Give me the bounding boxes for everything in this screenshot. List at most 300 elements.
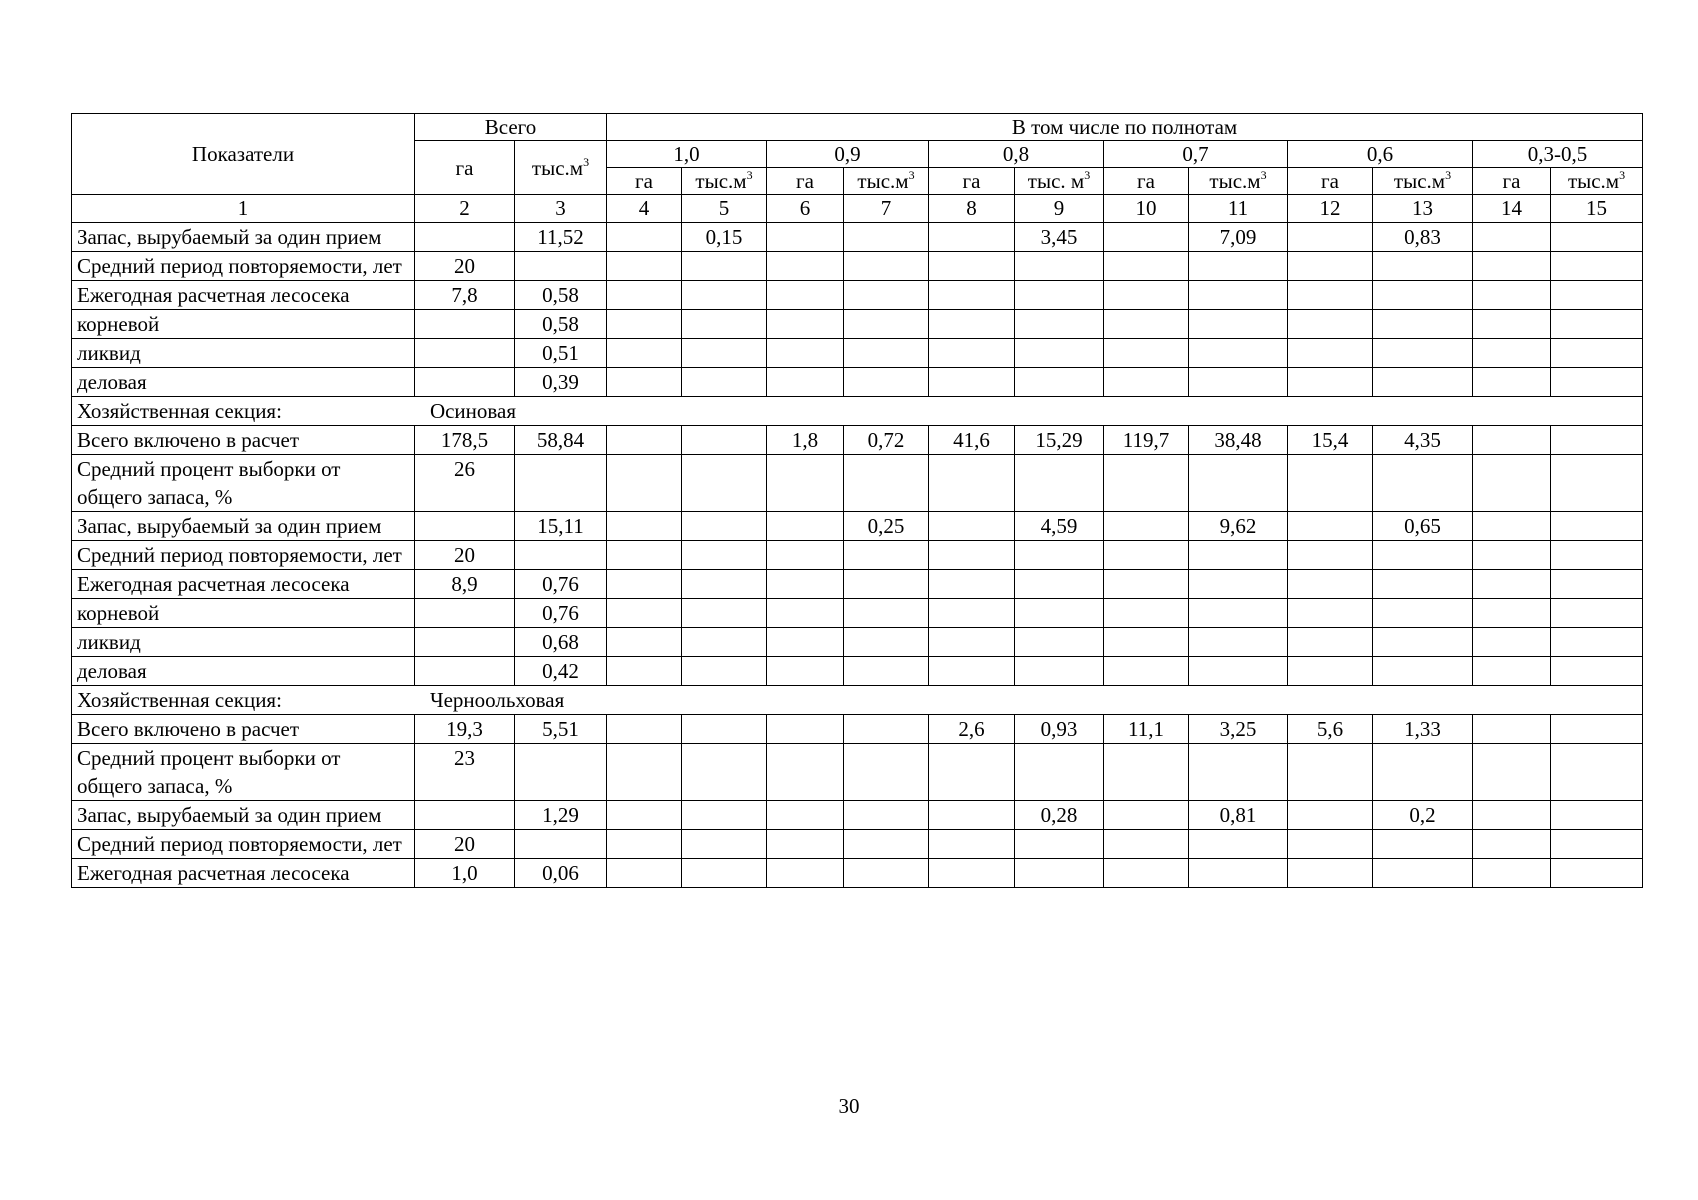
table-cell bbox=[1104, 512, 1189, 541]
table-cell bbox=[1104, 339, 1189, 368]
table-cell bbox=[1373, 281, 1473, 310]
table-cell bbox=[1373, 541, 1473, 570]
table-cell bbox=[1373, 570, 1473, 599]
table-cell bbox=[515, 744, 607, 801]
table-cell bbox=[767, 512, 844, 541]
row-label: корневой bbox=[72, 310, 415, 339]
section-row bbox=[72, 686, 1643, 715]
table-cell bbox=[1104, 223, 1189, 252]
table-cell bbox=[767, 744, 844, 801]
table-cell bbox=[1189, 339, 1288, 368]
unit-sup: 3 bbox=[1260, 168, 1267, 182]
table-cell bbox=[1104, 744, 1189, 801]
table-cell bbox=[1551, 830, 1643, 859]
table-cell: 9,62 bbox=[1189, 512, 1288, 541]
table-cell bbox=[682, 368, 767, 397]
table-cell bbox=[929, 541, 1015, 570]
table-cell bbox=[929, 657, 1015, 686]
table-cell bbox=[767, 859, 844, 888]
column-number: 1 bbox=[72, 195, 415, 223]
table-cell bbox=[1373, 368, 1473, 397]
table-cell bbox=[1551, 541, 1643, 570]
table-cell: 0,58 bbox=[515, 281, 607, 310]
table-cell bbox=[929, 744, 1015, 801]
section-row bbox=[72, 397, 1643, 426]
table-cell bbox=[607, 628, 682, 657]
table-cell bbox=[607, 339, 682, 368]
table-cell bbox=[415, 310, 515, 339]
by-density-header: В том числе по полнотам bbox=[607, 114, 1643, 141]
table-cell bbox=[1473, 859, 1551, 888]
indicators-header: Показатели bbox=[72, 114, 415, 195]
table-cell bbox=[607, 570, 682, 599]
table-row bbox=[72, 599, 1643, 628]
row-label: ликвид bbox=[72, 339, 415, 368]
row-label: Всего включено в расчет bbox=[72, 715, 415, 744]
table-cell bbox=[1104, 541, 1189, 570]
column-number: 5 bbox=[682, 195, 767, 223]
table-cell: 2,6 bbox=[929, 715, 1015, 744]
table-row bbox=[72, 541, 1643, 570]
row-label: Запас, вырубаемый за один прием bbox=[72, 223, 415, 252]
table-cell bbox=[1104, 310, 1189, 339]
table-cell: 41,6 bbox=[929, 426, 1015, 455]
table-cell bbox=[415, 657, 515, 686]
table-cell bbox=[767, 310, 844, 339]
table-cell bbox=[607, 744, 682, 801]
table-cell bbox=[929, 281, 1015, 310]
table-row bbox=[72, 310, 1643, 339]
table-cell bbox=[515, 455, 607, 512]
table-cell bbox=[1473, 252, 1551, 281]
table-cell bbox=[1373, 310, 1473, 339]
density-header: 0,8 bbox=[929, 141, 1104, 168]
table-cell bbox=[607, 281, 682, 310]
unit-ha-header: га bbox=[929, 168, 1015, 195]
unit-vol-header bbox=[844, 168, 929, 195]
table-cell bbox=[1189, 310, 1288, 339]
unit-label: тыс.м bbox=[1209, 169, 1261, 193]
table-cell: 26 bbox=[415, 455, 515, 512]
unit-ha-header: га bbox=[1473, 168, 1551, 195]
table-cell bbox=[415, 801, 515, 830]
table-cell: 38,48 bbox=[1189, 426, 1288, 455]
row-label: Ежегодная расчетная лесосека bbox=[72, 859, 415, 888]
table-cell bbox=[682, 715, 767, 744]
density-header: 0,7 bbox=[1104, 141, 1288, 168]
table-cell bbox=[682, 281, 767, 310]
unit-sup: 3 bbox=[583, 154, 590, 169]
row-label: ликвид bbox=[72, 628, 415, 657]
table-cell: 1,29 bbox=[515, 801, 607, 830]
unit-sup: 3 bbox=[1084, 168, 1091, 182]
table-cell bbox=[1015, 859, 1104, 888]
unit-vol-header bbox=[1015, 168, 1104, 195]
table-cell bbox=[1551, 368, 1643, 397]
unit-ha-header: га bbox=[607, 168, 682, 195]
table-cell bbox=[607, 455, 682, 512]
table-cell bbox=[607, 541, 682, 570]
table-cell bbox=[1288, 570, 1373, 599]
table-cell bbox=[607, 368, 682, 397]
table-cell bbox=[1551, 599, 1643, 628]
table-cell bbox=[844, 628, 929, 657]
table-cell: 7,8 bbox=[415, 281, 515, 310]
table-cell bbox=[1104, 599, 1189, 628]
table-cell bbox=[607, 223, 682, 252]
row-label: Всего включено в расчет bbox=[72, 426, 415, 455]
table-cell bbox=[682, 426, 767, 455]
section-cell bbox=[72, 397, 1643, 426]
section-name: Черноольховая bbox=[429, 688, 565, 712]
table-cell bbox=[844, 830, 929, 859]
table-cell bbox=[607, 859, 682, 888]
table-cell bbox=[1015, 599, 1104, 628]
table-cell bbox=[929, 512, 1015, 541]
table-cell: 0,42 bbox=[515, 657, 607, 686]
unit-ha-header: га bbox=[767, 168, 844, 195]
row-label: Средний период повторяемости, лет bbox=[72, 541, 415, 570]
table-cell bbox=[844, 744, 929, 801]
table-cell: 1,8 bbox=[767, 426, 844, 455]
column-number: 11 bbox=[1189, 195, 1288, 223]
table-cell: 0,15 bbox=[682, 223, 767, 252]
row-label: Запас, вырубаемый за один прием bbox=[72, 801, 415, 830]
table-cell bbox=[1189, 599, 1288, 628]
table-cell bbox=[929, 223, 1015, 252]
section-label: Хозяйственная секция: bbox=[77, 399, 282, 423]
table-cell bbox=[844, 252, 929, 281]
table-cell bbox=[929, 599, 1015, 628]
table-cell bbox=[844, 599, 929, 628]
table-cell bbox=[1189, 281, 1288, 310]
table-cell bbox=[767, 801, 844, 830]
table-cell bbox=[1189, 830, 1288, 859]
table-cell bbox=[844, 541, 929, 570]
table-cell: 0,72 bbox=[844, 426, 929, 455]
table-cell bbox=[767, 628, 844, 657]
table-cell bbox=[682, 252, 767, 281]
unit-sup: 3 bbox=[746, 168, 753, 182]
table-cell bbox=[1473, 310, 1551, 339]
section-label: Хозяйственная секция: bbox=[77, 688, 282, 712]
table-cell: 0,06 bbox=[515, 859, 607, 888]
table-cell bbox=[1373, 744, 1473, 801]
table-cell bbox=[1189, 744, 1288, 801]
table-cell: 0,58 bbox=[515, 310, 607, 339]
total-vol-header bbox=[515, 141, 607, 195]
table-cell bbox=[1288, 223, 1373, 252]
table-cell bbox=[682, 628, 767, 657]
table-cell bbox=[767, 570, 844, 599]
table-cell bbox=[767, 368, 844, 397]
table-cell bbox=[1189, 455, 1288, 512]
table-cell bbox=[1473, 830, 1551, 859]
table-cell bbox=[1551, 512, 1643, 541]
unit-vol-header bbox=[682, 168, 767, 195]
section-cell bbox=[72, 686, 1643, 715]
table-cell bbox=[1189, 628, 1288, 657]
table-cell bbox=[1373, 599, 1473, 628]
table-cell bbox=[844, 859, 929, 888]
table-cell bbox=[1473, 657, 1551, 686]
table-cell bbox=[1104, 830, 1189, 859]
table-cell bbox=[844, 570, 929, 599]
table-cell bbox=[1473, 455, 1551, 512]
table-cell bbox=[1551, 744, 1643, 801]
table-cell bbox=[1551, 339, 1643, 368]
column-number: 4 bbox=[607, 195, 682, 223]
table-cell bbox=[682, 801, 767, 830]
table-cell bbox=[929, 310, 1015, 339]
table-cell bbox=[607, 801, 682, 830]
table-cell: 0,93 bbox=[1015, 715, 1104, 744]
forest-table bbox=[71, 113, 1643, 888]
table-cell bbox=[1473, 512, 1551, 541]
table-cell bbox=[929, 830, 1015, 859]
table-row bbox=[72, 252, 1643, 281]
table-cell bbox=[1473, 339, 1551, 368]
table-cell bbox=[1189, 368, 1288, 397]
table-cell bbox=[844, 339, 929, 368]
table-cell bbox=[1551, 252, 1643, 281]
table-cell bbox=[1551, 801, 1643, 830]
table-cell: 178,5 bbox=[415, 426, 515, 455]
table-cell: 20 bbox=[415, 541, 515, 570]
table-row bbox=[72, 512, 1643, 541]
table-row bbox=[72, 801, 1643, 830]
table-cell bbox=[1288, 830, 1373, 859]
table-cell: 20 bbox=[415, 252, 515, 281]
table-cell bbox=[607, 715, 682, 744]
table-cell bbox=[607, 830, 682, 859]
column-number: 8 bbox=[929, 195, 1015, 223]
table-cell bbox=[1373, 339, 1473, 368]
table-row bbox=[72, 339, 1643, 368]
row-label: Ежегодная расчетная лесосека bbox=[72, 570, 415, 599]
column-number: 7 bbox=[844, 195, 929, 223]
table-cell bbox=[1015, 657, 1104, 686]
table-cell bbox=[1473, 715, 1551, 744]
table-cell bbox=[1288, 657, 1373, 686]
table-cell bbox=[1288, 599, 1373, 628]
table-cell bbox=[1189, 252, 1288, 281]
table-cell bbox=[1373, 455, 1473, 512]
table-cell: 0,68 bbox=[515, 628, 607, 657]
table-cell bbox=[1473, 426, 1551, 455]
table-cell bbox=[1189, 859, 1288, 888]
column-number: 15 bbox=[1551, 195, 1643, 223]
table-cell bbox=[682, 859, 767, 888]
table-cell bbox=[767, 455, 844, 512]
table-row bbox=[72, 281, 1643, 310]
table-cell bbox=[682, 541, 767, 570]
table-cell bbox=[1015, 339, 1104, 368]
unit-vol-header bbox=[1551, 168, 1643, 195]
table-cell bbox=[844, 223, 929, 252]
table-cell bbox=[1104, 801, 1189, 830]
density-header: 0,6 bbox=[1288, 141, 1473, 168]
table-cell bbox=[515, 830, 607, 859]
table-cell bbox=[844, 715, 929, 744]
table-cell bbox=[1551, 281, 1643, 310]
table-cell bbox=[607, 657, 682, 686]
table-cell: 15,29 bbox=[1015, 426, 1104, 455]
table-cell bbox=[929, 339, 1015, 368]
table-row bbox=[72, 223, 1643, 252]
table-cell bbox=[1104, 368, 1189, 397]
table-cell bbox=[1473, 628, 1551, 657]
density-header: 0,3-0,5 bbox=[1473, 141, 1643, 168]
table-cell bbox=[1015, 281, 1104, 310]
table-cell: 0,76 bbox=[515, 599, 607, 628]
table-cell bbox=[1288, 744, 1373, 801]
table-cell: 5,51 bbox=[515, 715, 607, 744]
table-cell bbox=[1473, 599, 1551, 628]
table-cell bbox=[415, 599, 515, 628]
table-cell bbox=[1015, 628, 1104, 657]
table-cell: 11,1 bbox=[1104, 715, 1189, 744]
table-row bbox=[72, 715, 1643, 744]
table-cell bbox=[1473, 368, 1551, 397]
table-cell bbox=[682, 512, 767, 541]
table-cell: 19,3 bbox=[415, 715, 515, 744]
table-cell: 15,4 bbox=[1288, 426, 1373, 455]
table-cell bbox=[1288, 310, 1373, 339]
table-cell bbox=[1104, 657, 1189, 686]
table-cell: 119,7 bbox=[1104, 426, 1189, 455]
table-cell: 3,25 bbox=[1189, 715, 1288, 744]
table-row bbox=[72, 628, 1643, 657]
table-cell: 4,59 bbox=[1015, 512, 1104, 541]
table-cell bbox=[1373, 830, 1473, 859]
column-number: 2 bbox=[415, 195, 515, 223]
unit-vol-header bbox=[1373, 168, 1473, 195]
row-label: деловая bbox=[72, 368, 415, 397]
table-cell bbox=[415, 223, 515, 252]
column-number: 10 bbox=[1104, 195, 1189, 223]
table-row bbox=[72, 570, 1643, 599]
unit-label: тыс. м bbox=[1027, 169, 1085, 193]
table-cell: 4,35 bbox=[1373, 426, 1473, 455]
table-cell bbox=[682, 455, 767, 512]
table-cell bbox=[929, 368, 1015, 397]
table-cell bbox=[1104, 570, 1189, 599]
table-cell bbox=[767, 281, 844, 310]
table-cell bbox=[1288, 801, 1373, 830]
table-cell bbox=[1015, 310, 1104, 339]
table-cell bbox=[607, 426, 682, 455]
table-cell: 3,45 bbox=[1015, 223, 1104, 252]
table-cell bbox=[1288, 339, 1373, 368]
unit-label: тыс.м bbox=[1393, 169, 1446, 193]
density-header: 0,9 bbox=[767, 141, 929, 168]
table-cell bbox=[1189, 657, 1288, 686]
table-cell bbox=[1288, 368, 1373, 397]
unit-label: тыс.м bbox=[695, 169, 747, 193]
table-cell bbox=[844, 310, 929, 339]
table-cell: 0,51 bbox=[515, 339, 607, 368]
table-cell bbox=[682, 599, 767, 628]
table-cell bbox=[844, 657, 929, 686]
table-row bbox=[72, 859, 1643, 888]
table-cell bbox=[1015, 368, 1104, 397]
table-cell bbox=[767, 252, 844, 281]
table-cell bbox=[1473, 801, 1551, 830]
table-cell bbox=[1104, 859, 1189, 888]
table-row bbox=[72, 368, 1643, 397]
row-label: Запас, вырубаемый за один прием bbox=[72, 512, 415, 541]
table-cell bbox=[1104, 252, 1189, 281]
table-cell bbox=[1015, 541, 1104, 570]
table-cell bbox=[1288, 252, 1373, 281]
row-label: Ежегодная расчетная лесосека bbox=[72, 281, 415, 310]
column-number: 9 bbox=[1015, 195, 1104, 223]
table-row bbox=[72, 426, 1643, 455]
unit-ha-header: га bbox=[1288, 168, 1373, 195]
row-label: Средний процент выборки от общего запаса, % bbox=[72, 455, 415, 512]
table-cell bbox=[1015, 570, 1104, 599]
table-cell bbox=[767, 599, 844, 628]
table-cell bbox=[1473, 744, 1551, 801]
table-cell bbox=[607, 310, 682, 339]
total-header: Всего bbox=[415, 114, 607, 141]
unit-sup: 3 bbox=[1445, 168, 1452, 182]
table-cell bbox=[1288, 541, 1373, 570]
density-header: 1,0 bbox=[607, 141, 767, 168]
table-cell bbox=[682, 657, 767, 686]
table-cell: 7,09 bbox=[1189, 223, 1288, 252]
table-cell: 1,0 bbox=[415, 859, 515, 888]
table-cell bbox=[1288, 455, 1373, 512]
table-cell: 1,33 bbox=[1373, 715, 1473, 744]
unit-ha-header: га bbox=[1104, 168, 1189, 195]
table-cell bbox=[607, 599, 682, 628]
table-cell bbox=[1551, 223, 1643, 252]
table-cell bbox=[1473, 281, 1551, 310]
table-cell bbox=[844, 455, 929, 512]
table-cell: 0,76 bbox=[515, 570, 607, 599]
table-cell bbox=[929, 455, 1015, 512]
unit-label: тыс.м bbox=[531, 155, 584, 180]
table-cell bbox=[1373, 252, 1473, 281]
table-cell bbox=[1104, 628, 1189, 657]
table-cell bbox=[1288, 512, 1373, 541]
table-cell bbox=[844, 368, 929, 397]
unit-vol-header bbox=[1189, 168, 1288, 195]
table-cell bbox=[607, 252, 682, 281]
header-row-1 bbox=[72, 114, 1643, 141]
table-cell bbox=[1189, 541, 1288, 570]
table-cell bbox=[607, 512, 682, 541]
column-number-row bbox=[72, 195, 1643, 223]
table-cell bbox=[1473, 223, 1551, 252]
table-cell: 58,84 bbox=[515, 426, 607, 455]
table-cell bbox=[1015, 455, 1104, 512]
table-cell bbox=[1104, 281, 1189, 310]
table-cell bbox=[1015, 830, 1104, 859]
table-cell bbox=[1473, 541, 1551, 570]
unit-label: тыс.м bbox=[857, 169, 909, 193]
table-cell bbox=[415, 512, 515, 541]
table-cell bbox=[929, 859, 1015, 888]
table-cell bbox=[1473, 570, 1551, 599]
row-label: деловая bbox=[72, 657, 415, 686]
page-number: 30 bbox=[838, 1094, 860, 1118]
table-cell bbox=[682, 570, 767, 599]
table-cell bbox=[1189, 570, 1288, 599]
table-cell bbox=[1015, 252, 1104, 281]
